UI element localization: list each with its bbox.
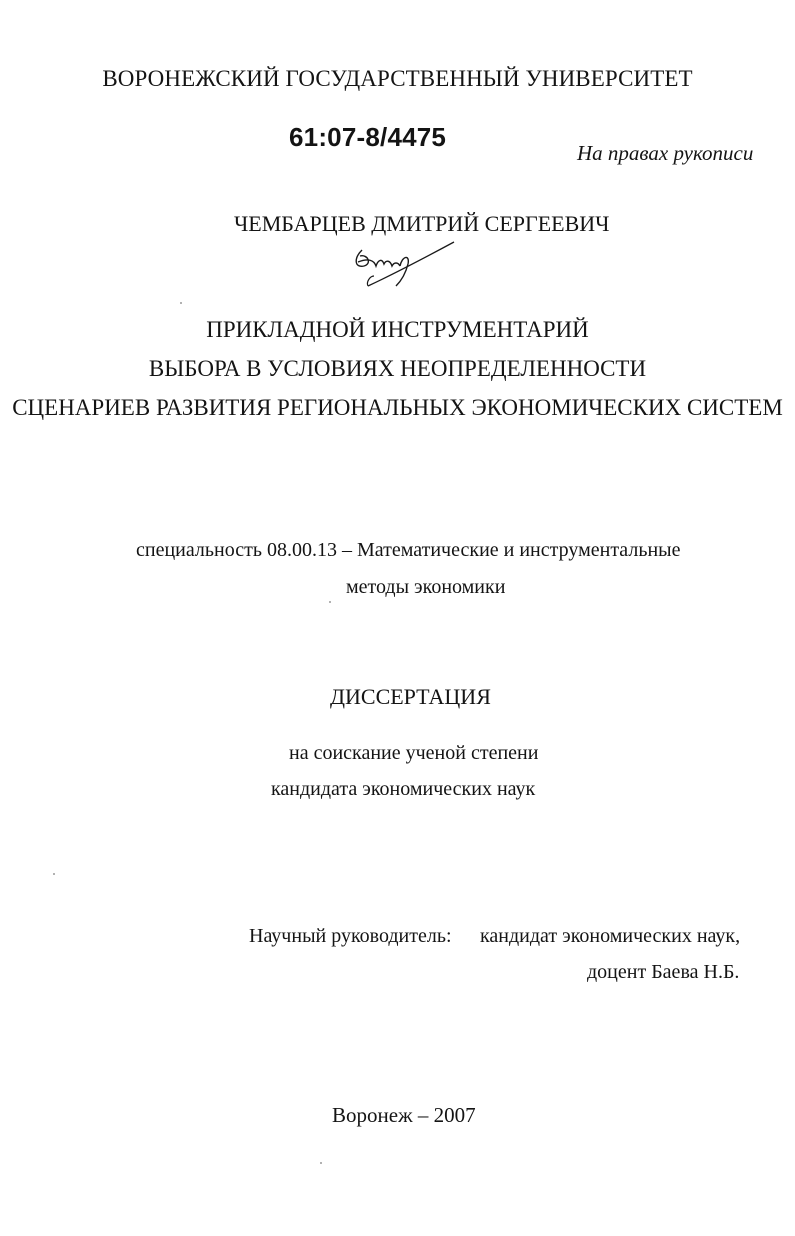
- author-name: ЧЕМБАРЦЕВ ДМИТРИЙ СЕРГЕЕВИЧ: [234, 211, 610, 236]
- advisor-label: Научный руководитель:: [249, 925, 452, 947]
- title-line-1: ПРИКЛАДНОЙ ИНСТРУМЕНТАРИЙ: [206, 317, 589, 342]
- degree-line-1: на соискание ученой степени: [289, 742, 539, 764]
- specialty-line-2: методы экономики: [346, 576, 506, 598]
- advisor-name: доцент Баева Н.Б.: [587, 961, 740, 983]
- scan-speck: [53, 873, 55, 875]
- document-type: ДИССЕРТАЦИЯ: [330, 684, 491, 709]
- title-line-3: СЦЕНАРИЕВ РАЗВИТИЯ РЕГИОНАЛЬНЫХ ЭКОНОМИЧЕСКИХ СИСТЕМ: [12, 395, 783, 420]
- title-line-2: ВЫБОРА В УСЛОВИЯХ НЕОПРЕДЕЛЕННОСТИ: [148, 356, 647, 381]
- scan-speck: [329, 601, 331, 603]
- rights-note: На правах рукописи: [577, 141, 754, 165]
- catalog-number: 61:07-8/4475: [289, 122, 447, 152]
- advisor-degree: кандидат экономических наук,: [480, 925, 741, 947]
- scan-speck: [180, 302, 182, 304]
- specialty-line-1: специальность 08.00.13 – Математические и инструментальные: [136, 539, 681, 561]
- scan-speck: [320, 1162, 322, 1164]
- city-year: Воронеж – 2007: [332, 1103, 476, 1127]
- degree-line-2: кандидата экономических наук: [271, 778, 536, 800]
- signature-icon: [348, 236, 458, 290]
- university-name: ВОРОНЕЖСКИЙ ГОСУДАРСТВЕННЫЙ УНИВЕРСИТЕТ: [102, 66, 693, 91]
